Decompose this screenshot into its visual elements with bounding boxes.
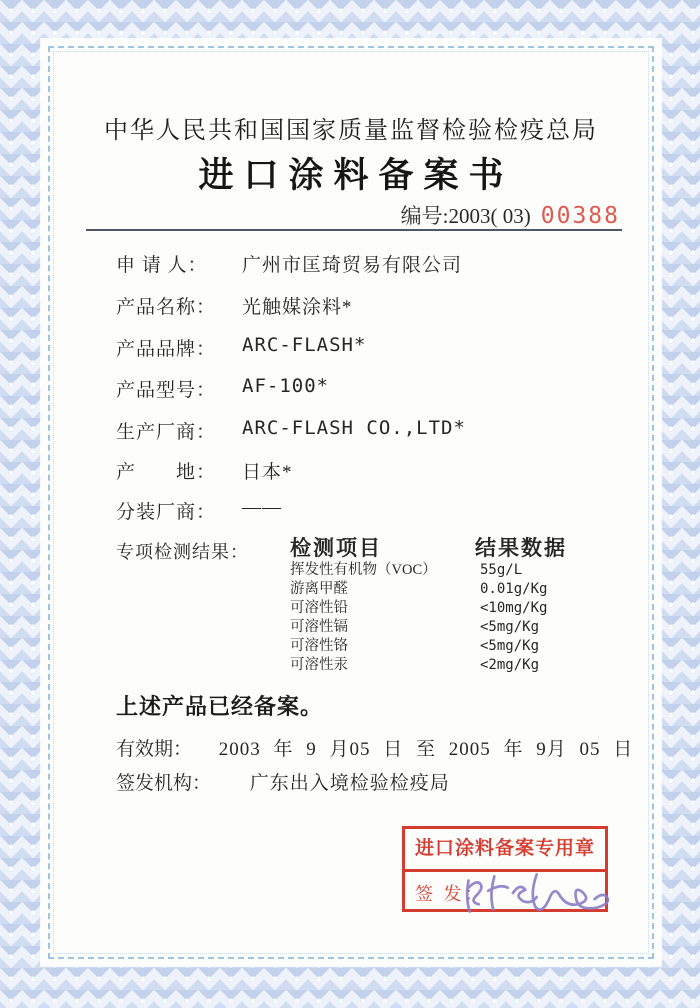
field-row-manufacturer [116,417,636,443]
test-result: <5mg/Kg [480,638,540,654]
validity-label: 有效期： [116,739,193,760]
test-result: <2mg/Kg [480,657,540,673]
brand-value: ARC-FLASH* [242,334,367,356]
registration-stamp-box [402,826,608,912]
manufacturer-label: 生产厂商： [116,422,217,443]
model-value: AF-100* [242,375,330,397]
validity-value: 2003 年 9 月05 日 至 2005 年 9月 05 日 [218,739,634,760]
test-item: 可溶性铬 [290,638,348,654]
issuing-authority-row [116,768,450,795]
test-result: 0.01g/Kg [480,581,548,597]
certificate-page [42,40,660,965]
test-row-voc [290,561,630,580]
test-row-mercury [290,656,630,675]
stamp-title: 进口涂料备案专用章 [405,829,605,872]
test-item: 游离甲醛 [290,581,348,597]
test-results-section-label: 专项检测结果： [116,542,249,562]
serial-number: 00388 [540,203,620,229]
test-item: 可溶性镉 [290,619,348,635]
test-row-lead [290,599,630,618]
origin-value: 日本* [242,462,293,483]
applicant-label: 申 请 人： [116,255,208,276]
test-result: <10mg/Kg [480,600,548,616]
repackager-value: —— [242,497,282,518]
test-item-column-header: 检测项目 [290,537,382,560]
test-row-chromium [290,637,630,656]
header-divider [86,229,622,231]
stamp-sign-row [405,872,605,909]
product-name-label: 产品名称： [116,297,217,318]
test-result: <5mg/Kg [480,619,540,635]
field-row-product-name [116,292,636,318]
field-row-brand [116,334,636,360]
test-row-cadmium [290,618,630,637]
issuing-value: 广东出入境检验检疫局 [249,773,450,794]
field-row-repackager [116,497,636,523]
handwritten-signature [451,864,641,926]
issuing-authority-title: 中华人民共和国国家质量监督检验检疫总局 [104,118,598,144]
test-results-table [290,561,630,675]
test-item: 挥发性有机物（VOC） [290,562,437,578]
test-result: 55g/L [480,562,523,578]
validity-row [116,734,633,761]
origin-label: 产 地： [116,462,217,483]
test-result-column-header: 结果数据 [475,537,567,560]
field-row-applicant [116,250,636,276]
serial-prefix: 2003( 03) [448,204,531,228]
registration-statement: 上述产品已经备案。 [116,694,324,719]
applicant-value: 广州市匡琦贸易有限公司 [242,255,463,276]
field-row-model [116,375,636,401]
model-label: 产品型号： [116,380,217,401]
field-row-origin [116,457,636,483]
issuing-label: 签发机构： [116,773,212,794]
manufacturer-value: ARC-FLASH CO.,LTD* [242,417,466,439]
serial-label: 编号: [400,204,449,228]
serial-number-line [401,200,620,230]
document-title: 进口涂料备案书 [198,156,514,195]
test-row-formaldehyde [290,580,630,599]
repackager-label: 分装厂商： [116,502,217,523]
brand-label: 产品品牌： [116,339,217,360]
stamp-sign-label: 签 发： [415,884,486,904]
test-item: 可溶性铅 [290,600,348,616]
test-item: 可溶性汞 [290,657,348,673]
product-name-value: 光触媒涂料* [242,297,353,318]
